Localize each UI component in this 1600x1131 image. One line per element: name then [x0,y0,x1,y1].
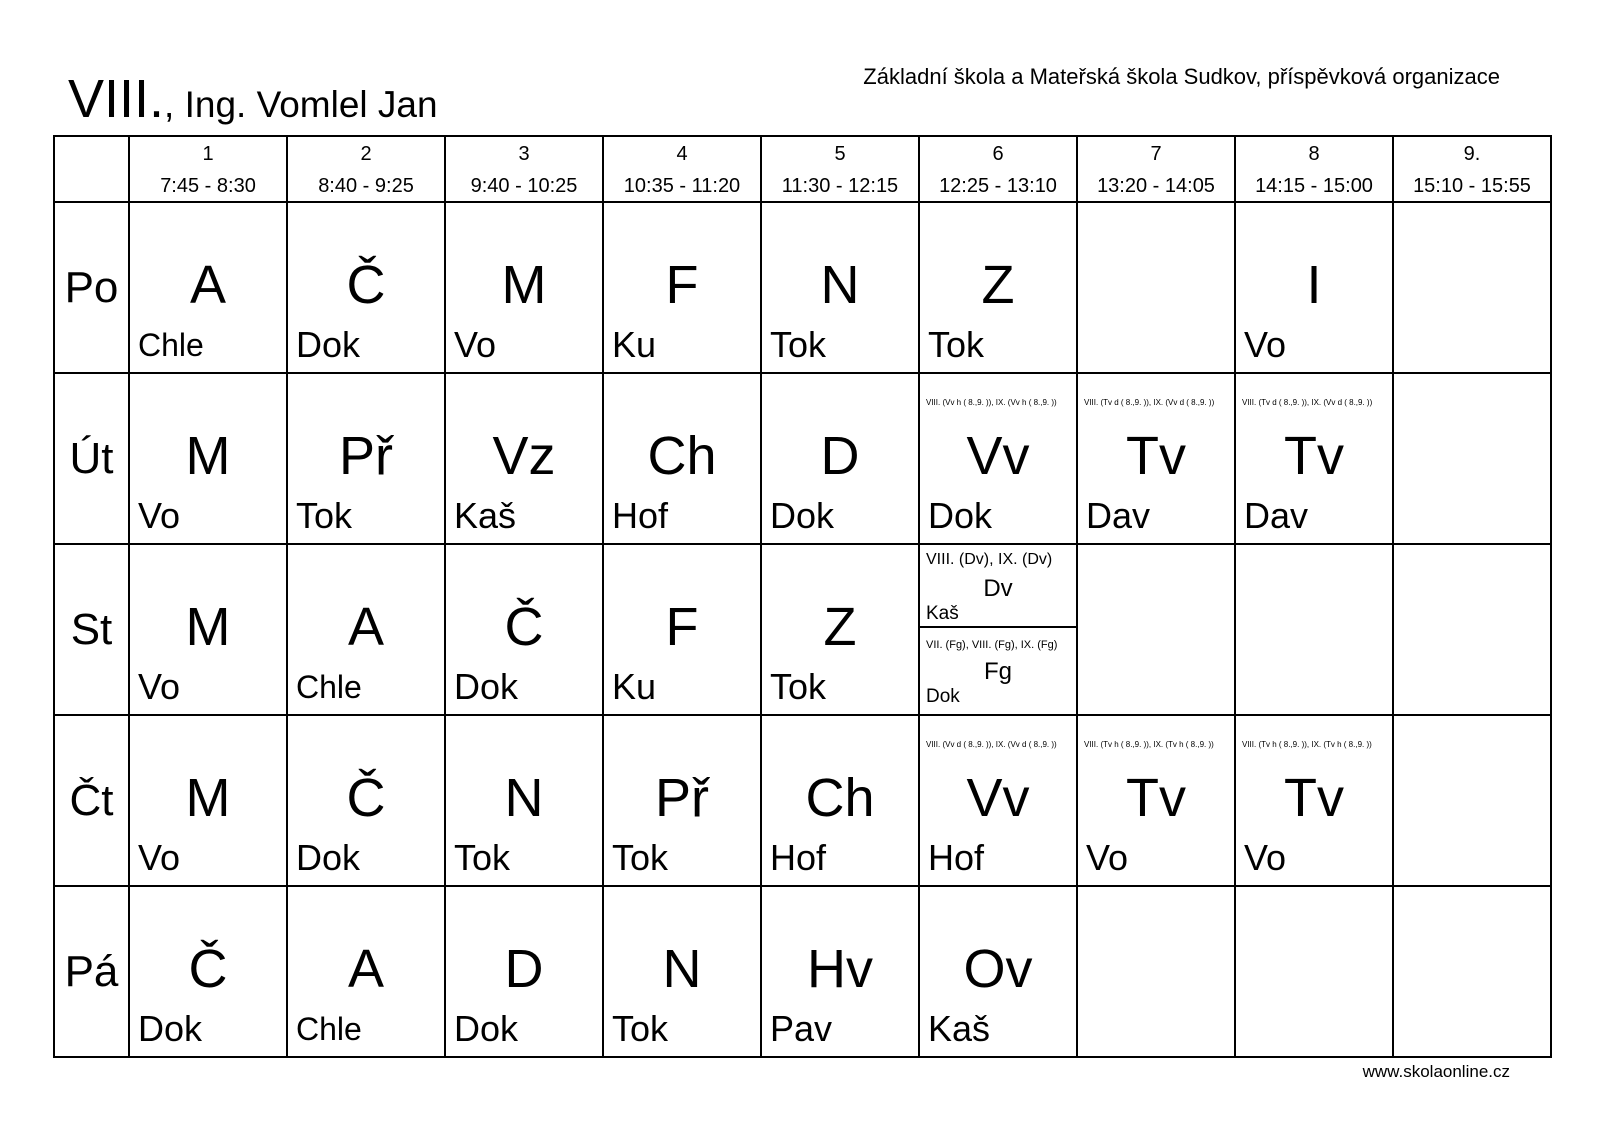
lesson-content [604,203,760,370]
lesson-cell [1235,715,1393,886]
lesson-cell [287,544,445,715]
teacher-code: Tok [770,666,827,707]
lesson-content [1236,374,1392,541]
lesson-cell [129,373,287,544]
teacher-code: Tok [454,837,511,878]
lesson-content [288,545,444,712]
teacher-code: Dok [296,324,361,365]
teacher-code: Tok [296,495,353,536]
teacher-code: Dok [770,495,835,536]
lesson-cell [603,373,761,544]
empty-lesson-cell [1393,715,1551,886]
lesson-content [446,887,602,1054]
lesson-group [920,628,1076,711]
day-label: Čt [54,715,129,886]
lesson-content [130,887,286,1054]
lesson-cell [445,886,603,1057]
period-header-row [54,136,1551,202]
subject-code: Č [346,768,386,828]
lesson-content [130,545,286,712]
period-time: 13:20 - 14:05 [1097,175,1215,197]
teacher-code: Chle [138,327,204,363]
lesson-cell [129,715,287,886]
period-number: 9. [1463,143,1481,165]
group-note: VIII. (Vv h ( 8.,9. )), IX. (Vv h ( 8.,9. )) [926,398,1057,407]
day-label: St [54,544,129,715]
lesson-cell [287,202,445,373]
lesson-cell [919,373,1077,544]
period-time: 7:45 - 8:30 [160,175,256,197]
lesson-content [1236,716,1392,883]
teacher-code: Ku [612,666,657,707]
lesson-cell [1235,373,1393,544]
subject-code: Př [339,426,393,486]
teacher-code: Dok [928,495,993,536]
period-time: 10:35 - 11:20 [623,175,741,197]
lesson-content [604,374,760,541]
period-number: 8 [1308,143,1320,165]
period-number: 5 [834,143,846,165]
period-header-1 [129,136,287,202]
lesson-cell [1077,715,1235,886]
lesson-content [604,887,760,1054]
lesson-content [1236,203,1392,370]
subject-code: Hv [807,939,873,999]
subject-code: A [189,255,227,315]
period-time: 11:30 - 12:15 [781,175,899,197]
teacher-code: Dok [138,1008,203,1049]
lesson-content [762,545,918,712]
day-row [54,202,1551,373]
timetable [53,135,1552,1058]
lesson-content [446,545,602,712]
lesson-content [762,887,918,1054]
lesson-content [762,203,918,370]
period-time: 8:40 - 9:25 [318,175,414,197]
lesson-cell [445,715,603,886]
empty-lesson-cell [1077,202,1235,373]
teacher-code: Dok [926,686,960,707]
teacher-code: Dav [1086,495,1151,536]
period-time: 14:15 - 15:00 [1255,175,1373,197]
subject-code: Ov [963,939,1033,999]
lesson-cell [445,373,603,544]
teacher-code: Tok [770,324,827,365]
period-time: 15:10 - 15:55 [1413,175,1531,197]
subject-code: Tv [1126,768,1186,828]
day-label: Út [54,373,129,544]
subject-code: A [347,939,385,999]
subject-code: Vv [966,768,1030,828]
empty-lesson-cell [1235,886,1393,1057]
lesson-content [446,716,602,883]
teacher-code: Ku [612,324,657,365]
teacher-code: Hof [612,495,669,536]
period-number: 2 [360,143,372,165]
period-number: 1 [202,143,214,165]
lesson-content [604,545,760,712]
group-note: VIII. (Dv), IX. (Dv) [926,551,1053,568]
subject-code: Č [188,939,228,999]
period-header-7 [1077,136,1235,202]
teacher-code: Tok [928,324,985,365]
teacher-code: Dok [296,837,361,878]
day-label: Po [54,202,129,373]
lesson-content [288,203,444,370]
subject-code: F [665,597,699,657]
period-number: 6 [992,143,1004,165]
teacher-code: Vo [138,837,181,878]
group-note: VIII. (Vv d ( 8.,9. )), IX. (Vv d ( 8.,9. )) [926,740,1057,749]
lesson-content [446,203,602,370]
subject-code: Tv [1284,768,1344,828]
teacher-code: Dav [1244,495,1309,536]
page-title [68,69,438,129]
day-row [54,886,1551,1057]
day-label: Pá [54,886,129,1057]
lesson-content [130,203,286,370]
lesson-cell [761,544,919,715]
group-note: VIII. (Tv h ( 8.,9. )), IX. (Tv h ( 8.,9. )) [1242,740,1372,749]
lesson-cell [761,373,919,544]
lesson-cell [603,202,761,373]
lesson-content [1078,374,1234,541]
subject-code: M [185,768,231,828]
empty-lesson-cell [1393,544,1551,715]
subject-code: Fg [983,658,1012,685]
period-header-8 [1235,136,1393,202]
lesson-content [604,716,760,883]
period-number: 7 [1150,143,1162,165]
empty-lesson-cell [1393,886,1551,1057]
timetable-body [54,202,1551,1057]
day-row [54,373,1551,544]
subject-code: N [504,768,544,828]
lesson-cell [129,544,287,715]
subject-code: Z [823,597,857,657]
subject-code: Dv [983,575,1013,602]
subject-code: Vv [966,426,1030,486]
subject-code: I [1306,255,1322,315]
teacher-code: Kaš [928,1008,991,1049]
teacher-code: Vo [1244,837,1287,878]
subject-code: F [665,255,699,315]
subject-code: Z [981,255,1015,315]
teacher-code: Vo [1086,837,1129,878]
lesson-cell [919,715,1077,886]
teacher-code: Vo [1244,324,1287,365]
lesson-cell [287,373,445,544]
subject-code: D [504,939,544,999]
lesson-cell [761,715,919,886]
period-time: 12:25 - 13:10 [939,175,1057,197]
teacher-code: Vo [454,324,497,365]
lesson-content [762,716,918,883]
lesson-cell [1077,373,1235,544]
lesson-cell [287,715,445,886]
subject-code: Tv [1126,426,1186,486]
empty-lesson-cell [1235,544,1393,715]
lesson-content [1078,716,1234,883]
teacher-code: Chle [296,669,362,705]
period-header-3 [445,136,603,202]
subject-code: A [347,597,385,657]
subject-code: Ch [805,768,875,828]
subject-code: N [820,255,860,315]
teacher-code: Kaš [454,495,517,536]
lesson-cell [445,544,603,715]
lesson-content [130,716,286,883]
lesson-cell [603,886,761,1057]
period-number: 3 [518,143,530,165]
lesson-cell [1235,202,1393,373]
teacher-code: Kaš [926,603,959,624]
lesson-content [446,374,602,541]
lesson-cell [603,715,761,886]
period-header-4 [603,136,761,202]
empty-lesson-cell [1077,544,1235,715]
period-header-9 [1393,136,1551,202]
period-number: 4 [676,143,688,165]
empty-lesson-cell [1077,886,1235,1057]
subject-code: D [820,426,860,486]
teacher-code: Tok [612,837,669,878]
split-lesson-cell [919,544,1077,715]
empty-lesson-cell [1393,373,1551,544]
lesson-content [920,203,1076,370]
subject-code: M [185,426,231,486]
lesson-content [920,887,1076,1054]
lesson-group [920,545,1076,628]
subject-code: Vz [492,426,556,486]
corner-cell [54,136,129,202]
subject-code: Tv [1284,426,1344,486]
lesson-content [762,374,918,541]
empty-lesson-cell [1393,202,1551,373]
footer-site: www.skolaonline.cz [1362,1062,1510,1081]
class-label: VIII. [68,69,165,129]
group-note: VIII. (Tv d ( 8.,9. )), IX. (Vv d ( 8.,9. )) [1242,398,1373,407]
teacher-code: Dok [454,666,519,707]
subject-code: Ch [647,426,717,486]
lesson-content [130,374,286,541]
subject-code: Č [504,597,544,657]
period-time: 9:40 - 10:25 [470,175,578,197]
school-name: Základní škola a Mateřská škola Sudkov, příspěvková organizace [863,64,1500,89]
group-note: VIII. (Tv h ( 8.,9. )), IX. (Tv h ( 8.,9. )) [1084,740,1214,749]
lesson-content [920,374,1076,541]
teacher-code: Tok [612,1008,669,1049]
lesson-content [288,716,444,883]
lesson-cell [129,886,287,1057]
lesson-content [288,887,444,1054]
subject-code: M [185,597,231,657]
period-header-5 [761,136,919,202]
subject-code: Č [346,255,386,315]
period-header-6 [919,136,1077,202]
teacher-code: Vo [138,666,181,707]
teacher-code: Vo [138,495,181,536]
lesson-cell [129,202,287,373]
teacher-code: Chle [296,1011,362,1047]
lesson-cell [761,886,919,1057]
teacher-code: Dok [454,1008,519,1049]
subject-code: Př [655,768,709,828]
lesson-cell [761,202,919,373]
teacher-code: Hof [928,837,985,878]
day-row [54,544,1551,715]
lesson-cell [445,202,603,373]
day-row [54,715,1551,886]
lesson-cell [603,544,761,715]
subject-code: M [501,255,547,315]
lesson-content [920,716,1076,883]
lesson-cell [919,886,1077,1057]
group-note: VII. (Fg), VIII. (Fg), IX. (Fg) [926,639,1058,651]
lesson-content [288,374,444,541]
group-note: VIII. (Tv d ( 8.,9. )), IX. (Vv d ( 8.,9. )) [1084,398,1215,407]
lesson-cell [919,202,1077,373]
period-header-2 [287,136,445,202]
teacher-code: Hof [770,837,827,878]
subject-code: N [662,939,702,999]
teacher-code: Pav [770,1008,833,1049]
lesson-cell [287,886,445,1057]
teacher-name: , Ing. Vomlel Jan [164,84,438,125]
